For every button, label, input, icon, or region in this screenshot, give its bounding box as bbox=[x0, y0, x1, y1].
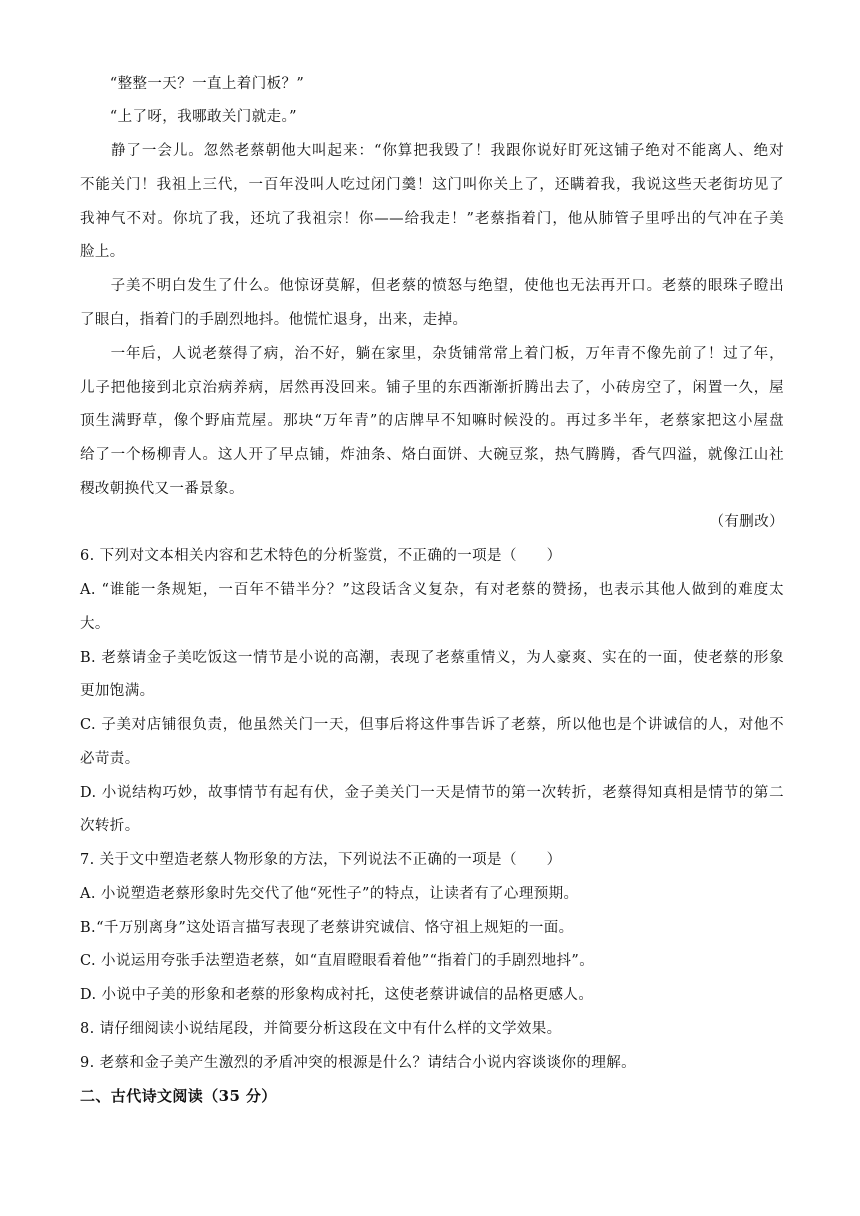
passage-line: “整整一天？一直上着门板？” bbox=[80, 76, 305, 92]
question-8: 8. 请仔细阅读小说结尾段，并简要分析这段在文中有什么样的文学效果。 bbox=[80, 1021, 562, 1037]
section-heading: 二、古代诗文阅读（35 分） bbox=[80, 1087, 277, 1105]
question-9: 9. 老蔡和金子美产生激烈的矛盾冲突的根源是什么？请结合小说内容谈谈你的理解。 bbox=[80, 1055, 637, 1071]
passage-line: 脸上。 bbox=[80, 244, 125, 260]
question-7-option-c: C. 小说运用夸张手法塑造老蔡，如“直眉瞪眼看着他”“指着门的手剧烈地抖”。 bbox=[80, 953, 595, 969]
passage-line: 子美不明白发生了什么。他惊讶莫解，但老蔡的愤怒与绝望，使他也无法再开口。老蔡的眼珠子瞪出 bbox=[80, 278, 784, 294]
question-7-option-b: B.“千万别离身”这处语言描写表现了老蔡讲究诚信、恪守祖上规矩的一面。 bbox=[80, 920, 574, 936]
question-6-option-a: A. “谁能一条规矩，一百年不错半分？”这段话含义复杂，有对老蔡的赞扬，也表示其他人做到的难度太 bbox=[80, 582, 784, 598]
question-6-option-b: B. 老蔡请金子美吃饭这一情节是小说的高潮，表现了老蔡重情义，为人豪爽、实在的一面，使老蔡的形象 bbox=[80, 650, 784, 666]
question-7-option-a: A. 小说塑造老蔡形象时先交代了他“死性子”的特点，让读者有了心理预期。 bbox=[80, 886, 579, 902]
question-6: 6. 下列对文本相关内容和艺术特色的分析鉴赏，不正确的一项是（ ） bbox=[80, 548, 562, 564]
passage-line: 我神气不对。你坑了我，还坑了我祖宗！你——给我走！”老蔡指着门，他从肺管子里呼出的气冲在子美 bbox=[80, 211, 784, 227]
question-7: 7. 关于文中塑造老蔡人物形象的方法，下列说法不正确的一项是（ ） bbox=[80, 852, 562, 868]
question-6-option-b-cont: 更加饱满。 bbox=[80, 683, 155, 699]
passage-line: 一年后，人说老蔡得了病，治不好，躺在家里，杂货铺常常上着门板，万年青不像先前了！过了年， bbox=[80, 346, 784, 362]
passage-line: 静了一会儿。忽然老蔡朝他大叫起来：“你算把我毁了！我跟你说好盯死这铺子绝对不能离人、绝对 bbox=[80, 143, 784, 159]
question-6-option-c-cont: 必苛责。 bbox=[80, 751, 140, 767]
question-6-option-c: C. 子美对店铺很负责，他虽然关门一天，但事后将这件事告诉了老蔡，所以他也是个讲诚信的人，对他不 bbox=[80, 717, 784, 733]
source-note: （有删改） bbox=[709, 514, 784, 530]
question-6-option-d-cont: 次转折。 bbox=[80, 818, 140, 834]
question-6-option-a-cont: 大。 bbox=[80, 616, 110, 632]
passage-line: 不能关门！我祖上三代，一百年没叫人吃过闭门羹！这门叫你关上了，还瞒着我，我说这些天老街坊见了 bbox=[80, 177, 784, 193]
passage-line: “上了呀，我哪敢关门就走。” bbox=[80, 109, 297, 125]
passage-line: 给了一个杨柳青人。这人开了早点铺，炸油条、烙白面饼、大碗豆浆，热气腾腾，香气四溢，就像江山社 bbox=[80, 447, 784, 463]
passage-line: 顶生满野草，像个野庙荒屋。那块“万年青”的店牌早不知嘛时候没的。再过多半年，老蔡家把这小屋盘 bbox=[80, 413, 784, 429]
question-7-option-d: D. 小说中子美的形象和老蔡的形象构成衬托，这使老蔡讲诚信的品格更感人。 bbox=[80, 987, 594, 1003]
passage-line: 了眼白，指着门的手剧烈地抖。他慌忙退身，出来，走掉。 bbox=[80, 312, 468, 328]
question-6-option-d: D. 小说结构巧妙，故事情节有起有伏，金子美关门一天是情节的第一次转折，老蔡得知真相是情节的第二 bbox=[80, 785, 784, 801]
passage-line: 稷改朝换代又一番景象。 bbox=[80, 481, 244, 497]
passage-line: 儿子把他接到北京治病养病，居然再没回来。铺子里的东西渐渐折腾出去了，小砖房空了，闲置一久，屋 bbox=[80, 380, 784, 396]
